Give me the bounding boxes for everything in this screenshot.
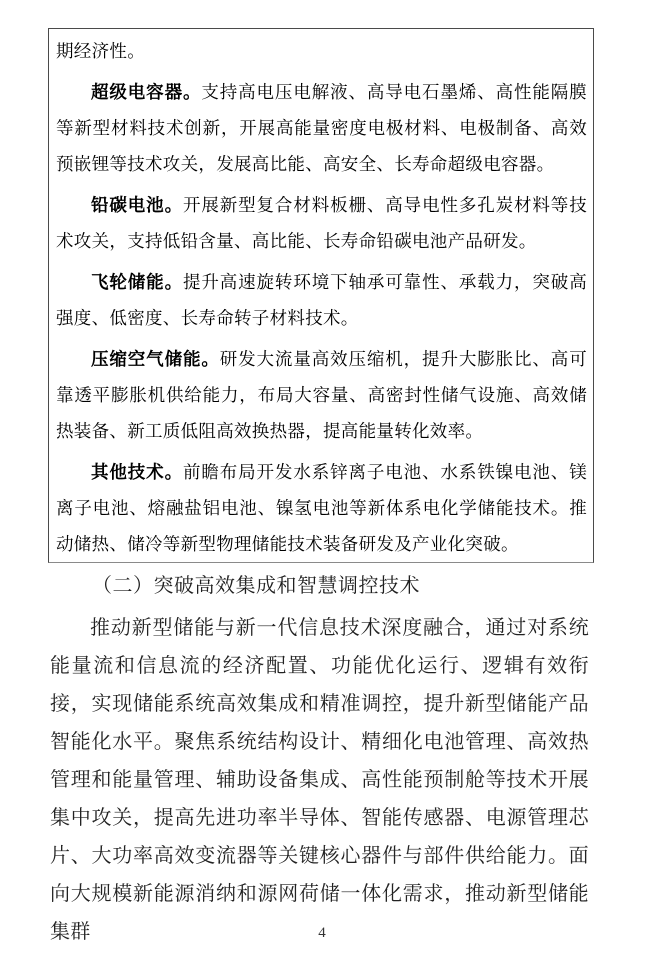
bordered-text-box — [48, 28, 594, 563]
paragraph-text: 支持高电压电解液、高导电石墨烯、高性能隔膜等新型材料技术创新，开展高能量密度电极材料、电极制备、高效预嵌锂等技术攻关，发展高比能、高安全、长寿命超级电容器。 — [56, 82, 587, 174]
paragraph-supercapacitor — [56, 74, 587, 182]
paragraph-lead: 其他技术。 — [91, 462, 183, 482]
paragraph-lead: 压缩空气储能。 — [91, 349, 220, 369]
paragraph-text: 研发大流量高效压缩机，提升大膨胀比、高可靠透平膨胀机供给能力，布局大容量、高密封性储气设施、高效储热装备、新工质低阻高效换热器，提高能量转化效率。 — [56, 349, 587, 441]
paragraph-lead: 铅碳电池。 — [91, 195, 183, 215]
paragraph-lead: 飞轮储能。 — [91, 272, 183, 292]
paragraph-text: 期经济性。 — [56, 41, 145, 61]
paragraph-text: 提升高速旋转环境下轴承可靠性、承载力，突破高强度、低密度、长寿命转子材料技术。 — [56, 272, 587, 328]
page-number: 4 — [318, 925, 326, 941]
paragraph-lead: 超级电容器。 — [91, 82, 202, 102]
paragraph-flywheel-storage — [56, 264, 587, 336]
section-heading: （二）突破高效集成和智慧调控技术 — [92, 575, 420, 597]
paragraph-lead-carbon-battery — [56, 187, 587, 259]
body-paragraph: 推动新型储能与新一代信息技术深度融合，通过对系统能量流和信息流的经济配置、功能优化运行、逻辑有效衔接，实现储能系统高效集成和精准调控，提升新型储能产品智能化水平。聚焦系统结构设计、精细化电池管理、高效热管理和能量管理、辅助设备集成、高性能预制舱等技术开展集中攻关，提高先进功率半导体、智能传感器、电源管理芯片、大功率高效变流器等关键核心器件与部件供给能力。面向大规模新能源消纳和源网荷储一体化需求，推动新型储能集群 — [50, 617, 589, 943]
paragraph-other-technologies — [56, 454, 587, 562]
paragraph-compressed-air-storage — [56, 341, 587, 449]
paragraph-text: 开展新型复合材料板栅、高导电性多孔炭材料等技术攻关，支持低铅含量、高比能、长寿命铅碳电池产品研发。 — [56, 195, 587, 251]
paragraph-text: 前瞻布局开发水系锌离子电池、水系铁镍电池、镁离子电池、熔融盐铝电池、镍氢电池等新体系电化学储能技术。推动储热、储冷等新型物理储能技术装备研发及产业化突破。 — [56, 462, 587, 554]
paragraph-continuation — [56, 33, 587, 69]
